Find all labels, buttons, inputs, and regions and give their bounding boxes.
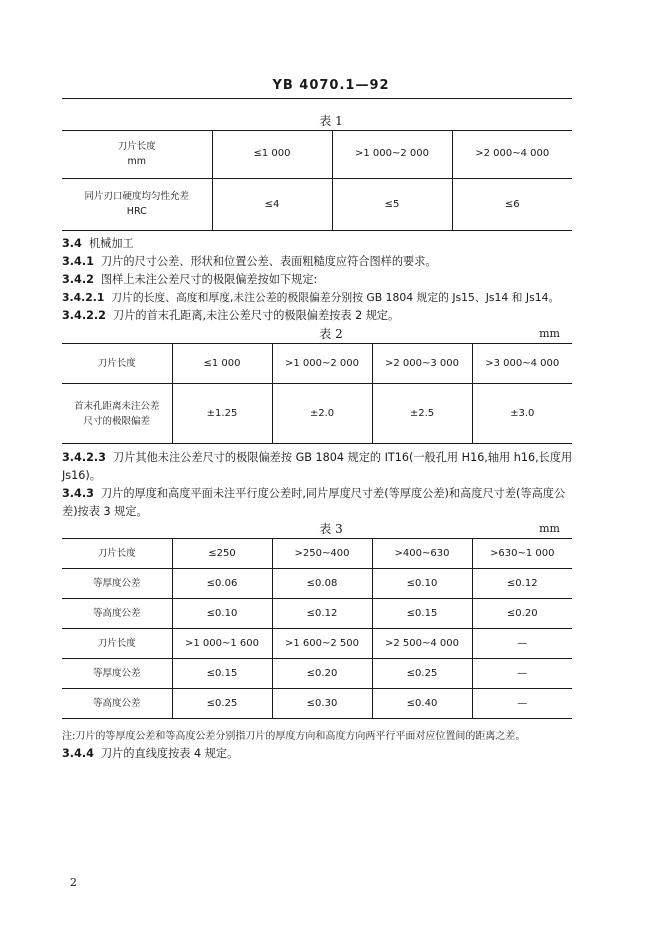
row-label: 尺寸的极限偏差	[83, 415, 150, 427]
table-cell: ≤0.20	[472, 599, 572, 629]
table-cell: ≤0.10	[172, 599, 272, 629]
table-cell: 刀片长度	[62, 344, 172, 384]
table-cell: 等厚度公差	[62, 569, 172, 599]
table-cell: ≤0.15	[172, 659, 272, 689]
section-3-4-3	[62, 485, 574, 521]
section-3-4-2-2	[62, 307, 574, 325]
table-cell: ≤0.25	[172, 689, 272, 719]
table-cell: —	[472, 659, 572, 689]
table-cell: ≤0.20	[272, 659, 372, 689]
table-cell: —	[472, 689, 572, 719]
table-cell: >2 000~4 000	[452, 130, 572, 178]
table-cell: >1 000~2 000	[332, 130, 452, 178]
table-cell	[62, 384, 172, 444]
table-cell: ≤0.12	[472, 569, 572, 599]
table-row	[62, 178, 572, 230]
table-cell: >400~630	[372, 539, 472, 569]
document-code-header: YB 4070.1—92	[272, 78, 390, 93]
table-cell: ±2.5	[372, 384, 472, 444]
table-cell: >2 500~4 000	[372, 629, 472, 659]
table-row	[62, 344, 572, 384]
table-row	[62, 569, 572, 599]
table-cell: 等高度公差	[62, 689, 172, 719]
page-number: 2	[70, 876, 77, 889]
section-number: 3.4.4	[62, 747, 94, 760]
table-row	[62, 689, 572, 719]
table-cell: ≤1 000	[212, 130, 332, 178]
table-cell: ≤4	[212, 178, 332, 230]
section-text: 刀片的首末孔距离,未注公差尺寸的极限偏差按表 2 规定。	[113, 309, 400, 322]
section-text: 机械加工	[88, 237, 134, 250]
table-row	[62, 629, 572, 659]
table-cell: >2 000~3 000	[372, 344, 472, 384]
table3-caption: 表 3	[319, 522, 343, 536]
table-cell: 刀片长度	[62, 629, 172, 659]
table-cell	[62, 178, 212, 230]
table3-unit: mm	[539, 522, 560, 535]
section-number: 3.4.3	[62, 487, 94, 500]
table-cell: ≤0.40	[372, 689, 472, 719]
table-cell	[62, 130, 212, 178]
section-number: 3.4.2	[62, 273, 94, 286]
section-number: 3.4.1	[62, 255, 94, 268]
table-row	[62, 130, 572, 178]
section-3-4-2-1	[62, 289, 574, 307]
table-cell: ≤0.15	[372, 599, 472, 629]
table-cell: >1 600~2 500	[272, 629, 372, 659]
table-row	[62, 539, 572, 569]
section-text: 刀片其他未注公差尺寸的极限偏差按 GB 1804 规定的 IT16(一般孔用 H16,轴用 h16,长度用 Js16)。	[62, 451, 573, 482]
table-cell: ≤250	[172, 539, 272, 569]
table-cell: 刀片长度	[62, 539, 172, 569]
table3	[62, 538, 572, 719]
table-cell: >3 000~4 000	[472, 344, 572, 384]
table2-unit: mm	[539, 327, 560, 340]
table1	[62, 130, 572, 231]
row-label-unit: HRC	[126, 206, 147, 217]
table-row	[62, 659, 572, 689]
section-3-4-2	[62, 271, 574, 289]
section-3-4-2-3	[62, 449, 574, 485]
table-cell: ≤0.06	[172, 569, 272, 599]
table-cell: ±1.25	[172, 384, 272, 444]
table-cell: ≤0.25	[372, 659, 472, 689]
section-number: 3.4.2.3	[62, 451, 106, 464]
table-row	[62, 384, 572, 444]
section-text: 刀片的长度、高度和厚度,未注公差的极限偏差分别按 GB 1804 规定的 Js15、Js14 和 Js14。	[111, 291, 560, 304]
table-cell: >630~1 000	[472, 539, 572, 569]
row-label-unit: mm	[127, 155, 146, 167]
section-3-4-1	[62, 253, 574, 271]
table-cell: ≤1 000	[172, 344, 272, 384]
table-cell: ±2.0	[272, 384, 372, 444]
table3-note: 注:刀片的等厚度公差和等高度公差分别指刀片的厚度方向和高度方向两平行平面对应位置间的距离之差。	[62, 731, 526, 742]
table-cell: ≤6	[452, 178, 572, 230]
row-label: 刀片长度	[117, 140, 156, 152]
section-number: 3.4	[62, 237, 82, 250]
section-text: 刀片的直线度按表 4 规定。	[100, 747, 239, 760]
section-text: 图样上未注公差尺寸的极限偏差按如下规定:	[100, 273, 318, 286]
section-text: 刀片的厚度和高度平面未注平行度公差时,同片厚度尺寸差(等厚度公差)和高度尺寸差(等高度公差)按表 3 规定。	[62, 487, 566, 518]
table-cell: >1 000~1 600	[172, 629, 272, 659]
table-cell: >250~400	[272, 539, 372, 569]
table1-caption: 表 1	[319, 114, 343, 128]
table-cell: ±3.0	[472, 384, 572, 444]
table-cell: ≤0.10	[372, 569, 472, 599]
table2	[62, 343, 572, 444]
section-number: 3.4.2.1	[62, 291, 105, 304]
row-label: 首末孔距离未注公差	[73, 400, 160, 412]
table-cell: ≤5	[332, 178, 452, 230]
section-number: 3.4.2.2	[62, 309, 106, 322]
section-3-4	[62, 235, 574, 253]
section-3-4-4	[62, 745, 574, 763]
table-cell: ≤0.30	[272, 689, 372, 719]
table-cell: 等高度公差	[62, 599, 172, 629]
table-cell: ≤0.12	[272, 599, 372, 629]
table-cell: ≤0.08	[272, 569, 372, 599]
table-cell: >1 000~2 000	[272, 344, 372, 384]
section-text: 刀片的尺寸公差、形状和位置公差、表面粗糙度应符合图样的要求。	[100, 255, 437, 268]
table-cell: —	[472, 629, 572, 659]
table-cell: 等厚度公差	[62, 659, 172, 689]
table2-caption: 表 2	[319, 327, 343, 341]
table-row	[62, 599, 572, 629]
header-rule	[62, 98, 572, 99]
row-label: 同片刃口硬度均匀性允差	[84, 191, 189, 202]
